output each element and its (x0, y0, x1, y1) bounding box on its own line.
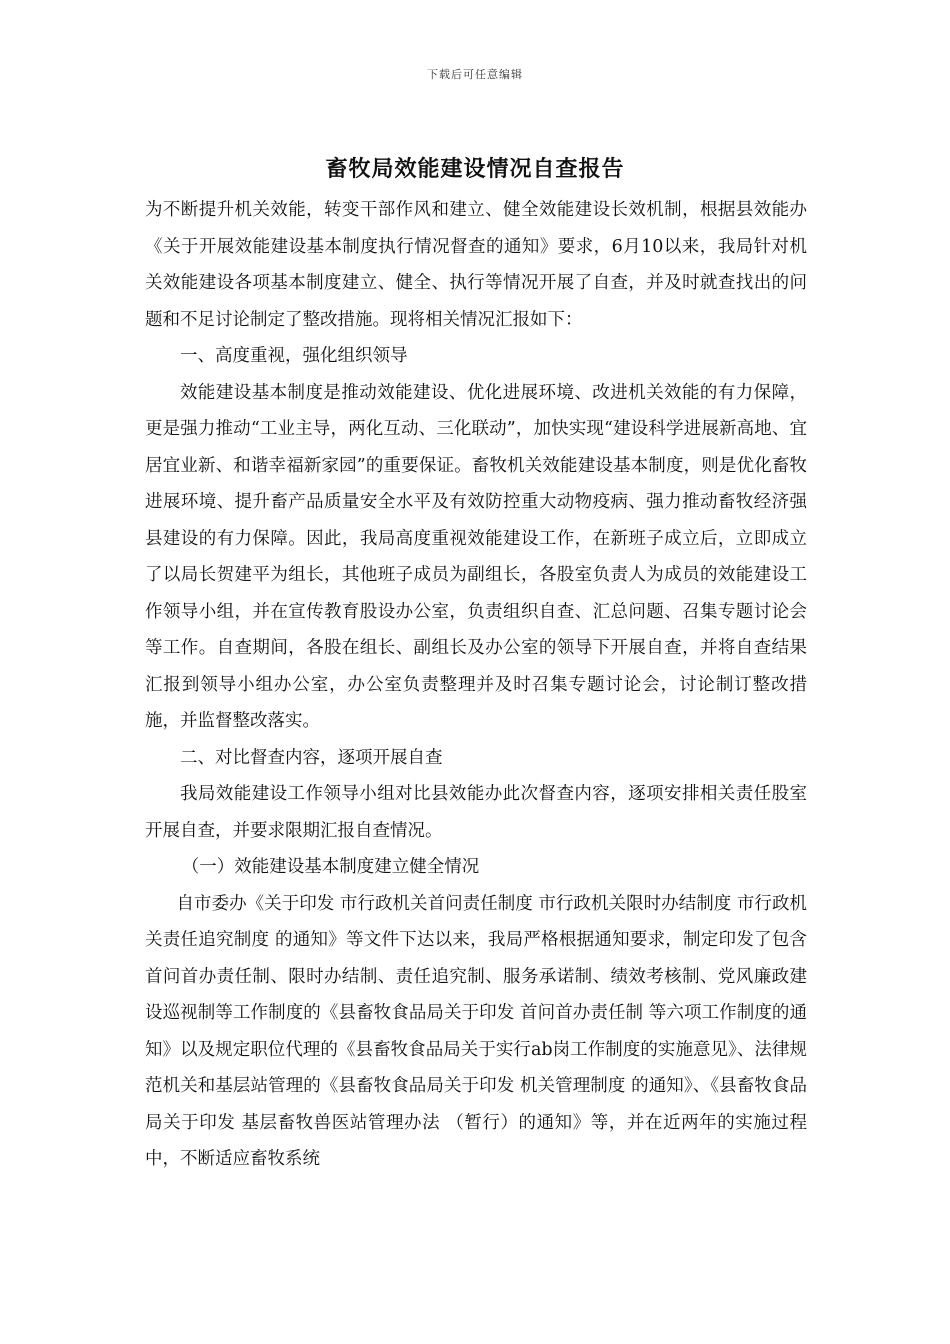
subsection-1-paragraph: 自市委办《关于印发 市行政机关首问责任制度 市行政机关限时办结制度 市行政机关责任追究制度 的通知》等文件下达以来，我局严格根据通知要求，制定印发了包含首问首办责任制、限时办结制、责任追究制、服务承诺制、绩效考核制、党风廉政建设巡视制等工作制度的《县畜牧食品局关于印发 首问首办责任制 等六项工作制度的通知》以及规定职位代理的《县畜牧食品局关于实行ab岗工作制度的实施意见》、法律规范机关和基层站管理的《县畜牧食品局关于印发 机关管理制度 的通知》、《县畜牧食品局关于印发 基层畜牧兽医站管理办法 （暂行）的通知》等，并在近两年的实施过程中，不断适应畜牧系统 (145, 893, 807, 1169)
section-heading-1: 一、高度重视，强化组织领导 (180, 346, 408, 366)
subsection-heading-1: （一）效能建设基本制度建立健全情况 (181, 857, 480, 877)
section-heading-2: 二、对比督查内容，逐项开展自查 (180, 747, 443, 768)
intro-paragraph: 为不断提升机关效能，转变干部作风和建立、健全效能建设长效机制，根据县效能办《关于开展效能建设基本制度执行情况督查的通知》要求，6月10以来，我局针对机关效能建设各项基本制度建立、健全、执行等情况开展了自查，并及时就查找出的问题和不足讨论制定了整改措施。现将相关情况汇报如下： (145, 200, 807, 330)
section-1-paragraph: 效能建设基本制度是推动效能建设、优化进展环境、改进机关效能的有力保障，更是强力推动“工业主导，两化互动、三化联动”，加快实现“建设科学进展新高地、宜居宜业新、和谐幸福新家园”的重要保证。畜牧机关效能建设基本制度，则是优化畜牧进展环境、提升畜产品质量安全水平及有效防控重大动物疫病、强力推动畜牧经济强县建设的有力保障。因此，我局高度重视效能建设工作，在新班子成立后，立即成立了以局长贺建平为组长，其他班子成员为副组长，各股室负责人为成员的效能建设工作领导小组，并在宣传教育股设办公室，负责组织自查、汇总问题、召集专题讨论会等工作。自查期间，各股在组长、副组长及办公室的领导下开展自查，并将自查结果汇报到领导小组办公室，办公室负责整理并及时召集专题讨论会，讨论制订整改措施，并监督整改落实。 (145, 382, 807, 731)
section-2-paragraph: 我局效能建设工作领导小组对比县效能办此次督查内容，逐项安排相关责任股室开展自查，并要求限期汇报自查情况。 (145, 784, 807, 841)
document-body (145, 192, 807, 1178)
header-note: 下载后可任意编辑 (427, 68, 523, 81)
document-title: 畜牧局效能建设情况自查报告 (325, 156, 625, 182)
